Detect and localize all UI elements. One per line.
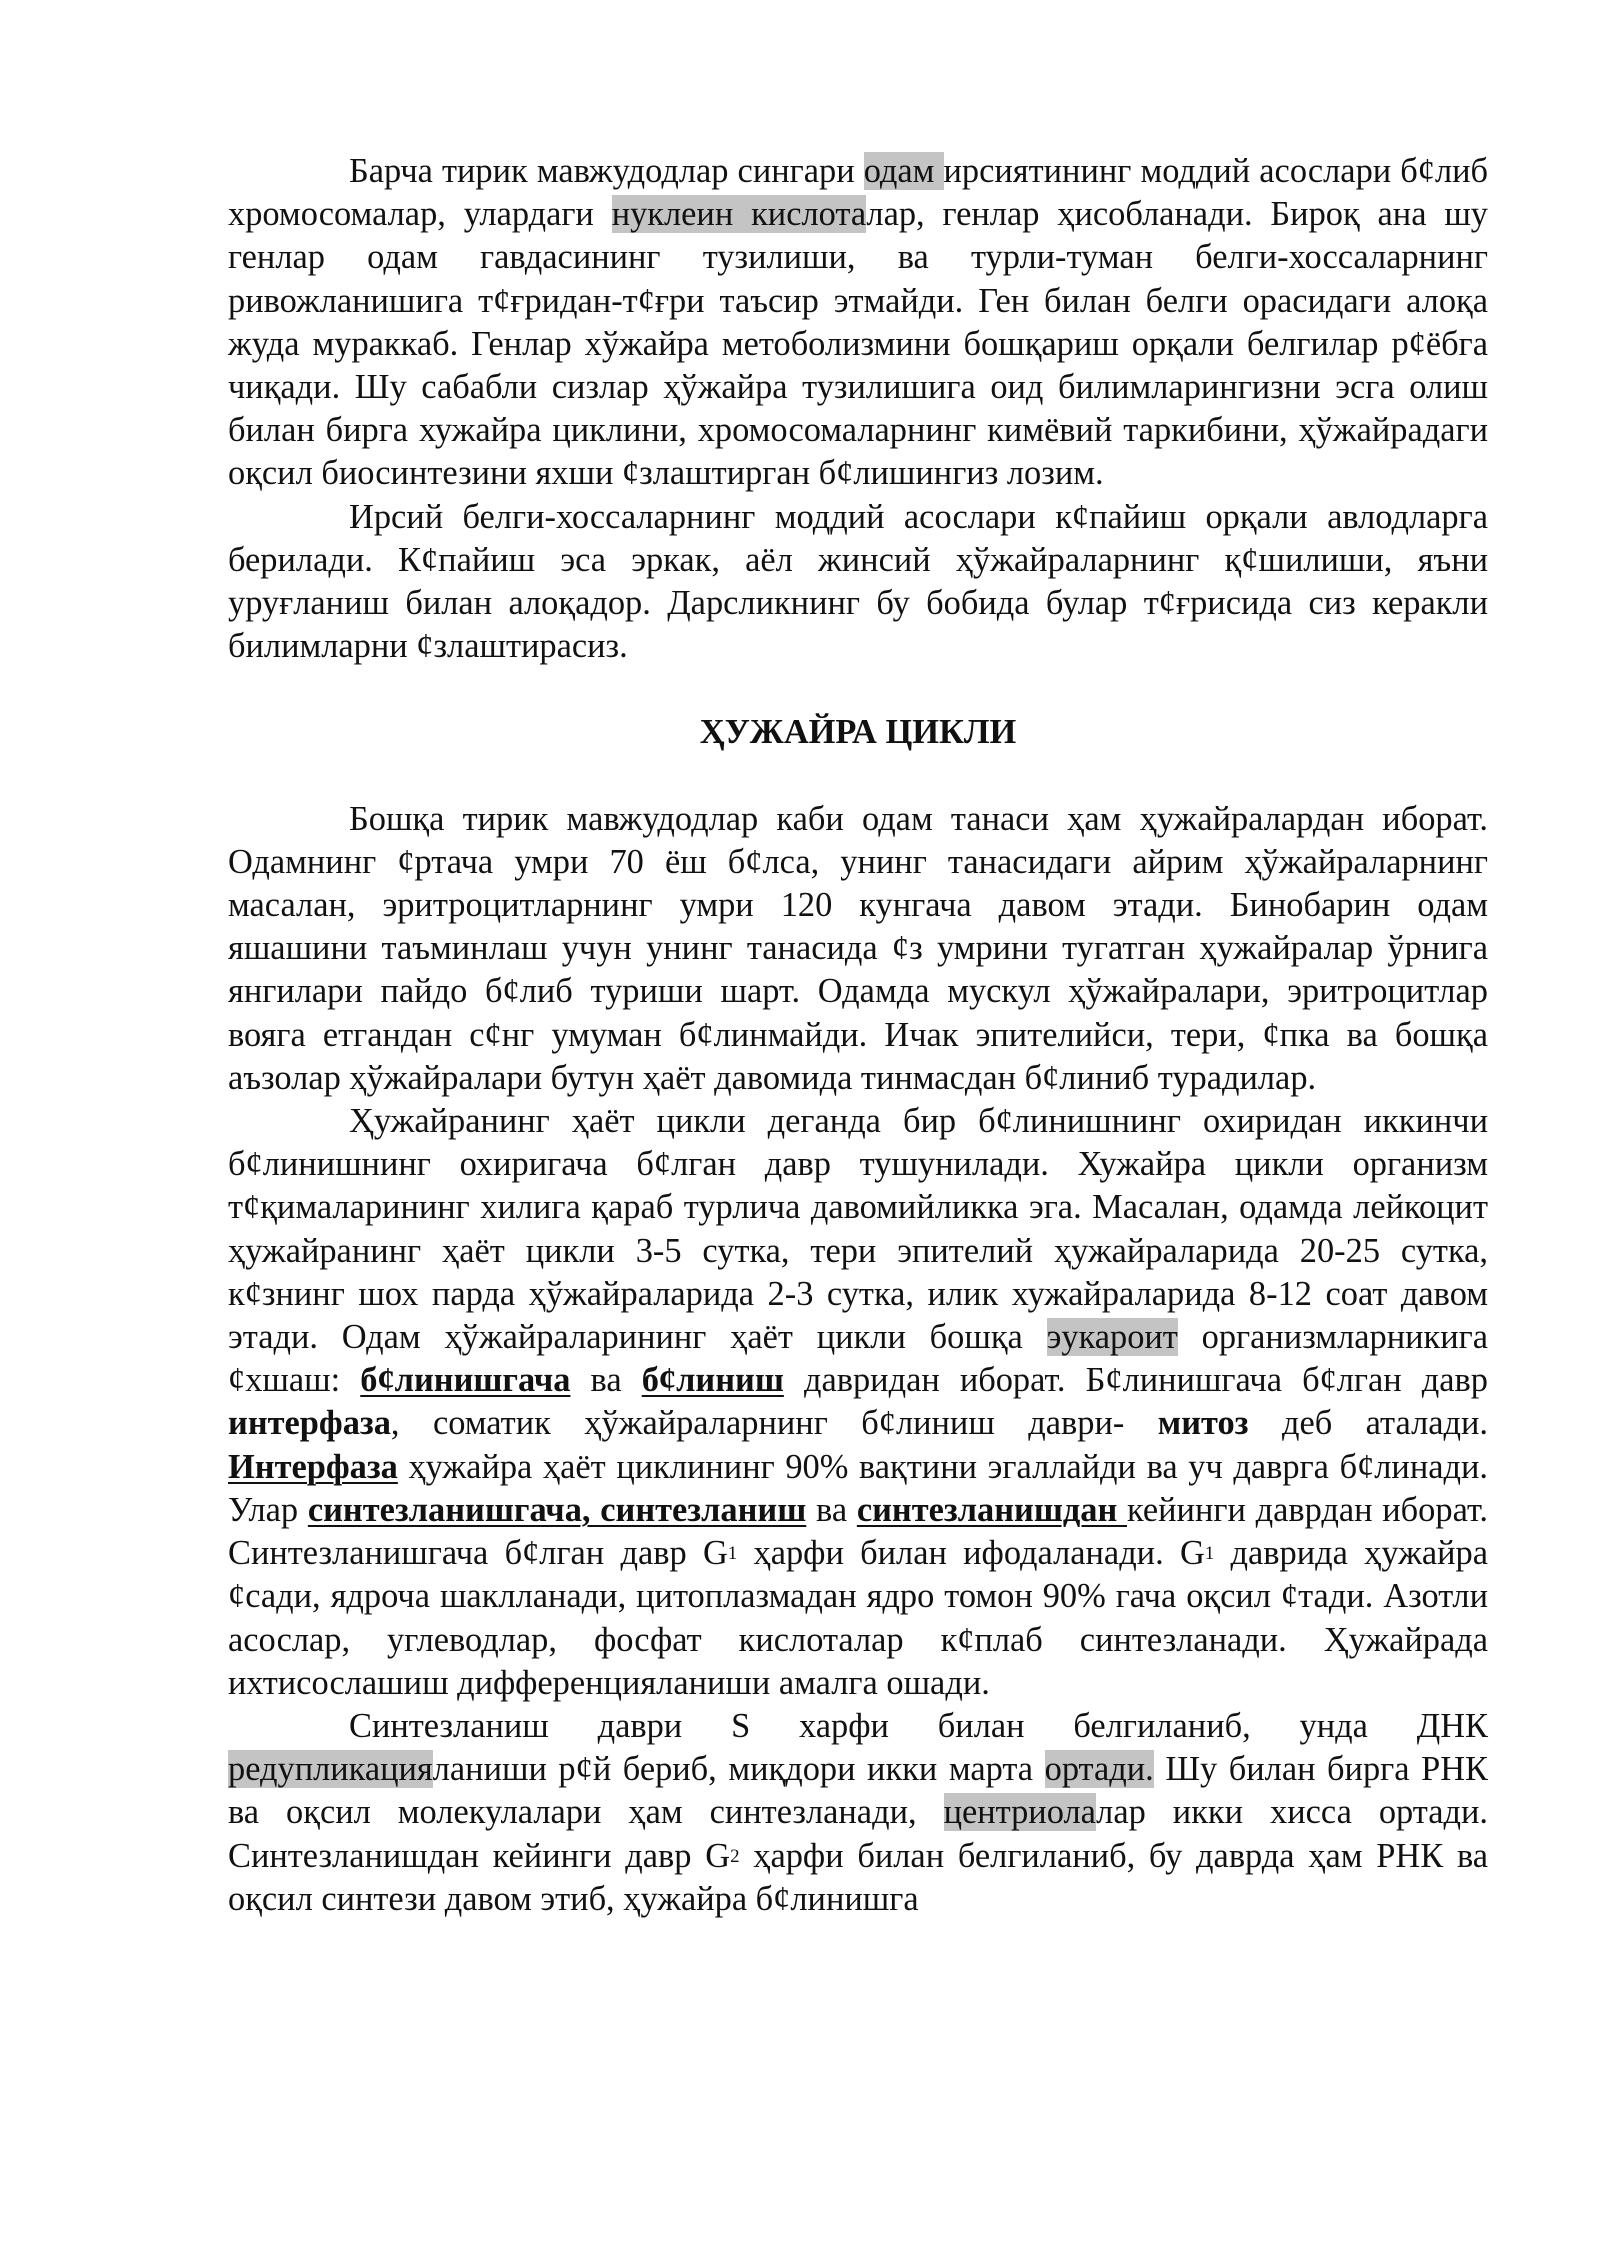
text-run: кейинги даврдан иборат. Синтезланишгача б¢лган давр G: [228, 1490, 1488, 1573]
section-heading: ҲУЖАЙРА ЦИКЛИ: [699, 713, 1017, 752]
highlighted-term: нуклеин кислота: [611, 195, 867, 234]
bold-term: интерфаза: [228, 1404, 391, 1443]
text-run: Шу билан бирга РНК ва оқсил молекулалари ҳам синтезланади,: [228, 1750, 1488, 1832]
paragraph-cell-cycle: [228, 1100, 1488, 1705]
highlighted-term: центриола: [943, 1793, 1097, 1832]
text-run: даврида ҳужайра ¢сади, ядроча шаклланади, цитоплазмадан ядро томон 90% гача оқсил ¢тади. Азотли асослар, углеводлар, фосфат кислоталар к¢плаб синтезланади. Ҳужайрада ихтисослашиш дифференцияланиши амалга ошади.: [228, 1534, 1488, 1702]
superscript: 2: [730, 1845, 740, 1867]
text-run: ва: [806, 1490, 857, 1529]
paragraph-reproduction: Ирсий белги-хоссаларнинг моддий асослари к¢пайиш орқали авлодларга берилади. К¢пайиш эса эркак, аёл жинсий ҳўжайраларнинг қ¢шилиши, яъни уруғланиш билан алоқадор. Дарсликнинг бу бобида булар т¢ғрисида сиз керакли билимларни ¢злаштирасиз.: [228, 497, 1488, 666]
text-run: ирсиятининг моддий асослари б¢либ хромосомалар, улардаги: [228, 152, 1489, 234]
superscript: 1: [727, 1543, 738, 1565]
superscript: 1: [1204, 1543, 1215, 1565]
highlighted-term: одам: [863, 152, 944, 190]
text-run: давридан иборат. Б¢линишгача б¢лган давр: [783, 1361, 1488, 1400]
key-term: Интерфаза: [228, 1447, 398, 1486]
bold-term: митоз: [1157, 1404, 1249, 1443]
text-run: Синтезланиш даври S харфи билан белгиланиб, унда ДНК: [349, 1706, 1488, 1745]
document-page: [228, 150, 1488, 1921]
text-run: организмларникига ¢хшаш:: [228, 1318, 1488, 1400]
key-term: б¢линишгача: [360, 1361, 571, 1400]
text-run: ҳужайра ҳаёт циклининг 90% вақтини эгаллайди ва уч даврга б¢линади. Улар: [228, 1447, 1488, 1529]
highlighted-term: ортади.: [1044, 1750, 1154, 1789]
text-run: деб аталади.: [1248, 1404, 1488, 1443]
text-run: ланиши р¢й бериб, миқдори икки марта: [432, 1750, 1045, 1789]
text-run: , соматик ҳўжайраларнинг б¢линиш даври-: [390, 1404, 1158, 1443]
paragraph-synthesis: [228, 1705, 1488, 1921]
text-run: ҳарфи билан ифодаланади. G: [737, 1534, 1205, 1573]
highlighted-term: редупликация: [228, 1750, 433, 1789]
text-run: Барча тирик мавжудодлар сингари: [349, 152, 864, 190]
highlighted-term: эукароит: [1046, 1318, 1178, 1357]
text-run: ҳарфи билан белгиланиб, бу даврда ҳам РНК ва оқсил синтези давом этиб, ҳужайра б¢линишга: [228, 1836, 1488, 1918]
text-run: лар икки хисса ортади. Синтезланишдан кейинги давр G: [228, 1793, 1488, 1875]
text-run: ва: [570, 1361, 642, 1400]
key-term: б¢линиш: [641, 1361, 784, 1400]
paragraph-cells: Бошқа тирик мавжудодлар каби одам танаси ҳам ҳужайралардан иборат. Одамнинг ¢ртача умри 70 ёш б¢лса, унинг танасидаги айрим ҳўжайраларнинг масалан, эритроцитларнинг умри 120 кунгача давом этади. Бинобарин одам яшашини таъминлаш учун унинг танасида ¢з умрини тугатган ҳужайралар ўрнига янгилари пайдо б¢либ туриши шарт. Одамда мускул ҳўжайралари, эритроцитлар вояга етгандан с¢нг умуман б¢линмайди. Ичак эпителийси, тери, ¢пка ва бошқа аъзолар ҳўжайралари бутун ҳаёт давомида тинмасдан б¢линиб турадилар.: [228, 799, 1488, 1097]
text-run: лар, генлар ҳисобланади. Бироқ ана шу генлар одам гавдасининг тузилиши, ва турли-туман белги-хоссаларнинг ривожланишига т¢ғридан-т¢ғри таъсир этмайди. Ген билан белги орасидаги алоқа жуда мураккаб. Генлар хўжайра метоболизмини бошқариш орқали белгилар р¢ёбга чиқади. Шу сабабли сизлар ҳўжайра тузилишига оид билимларингизни эсга олиш билан бирга хужайра циклини, хромосомаларнинг кимёвий таркибини, ҳўжайрадаги оқсил биосинтезини яхши ¢злаштирган б¢лишингиз лозим.: [228, 195, 1488, 493]
key-term: синтезланишдан: [856, 1490, 1128, 1529]
paragraph-intro: [228, 150, 1488, 496]
key-term: синтезланишгача, синтезланиш: [307, 1490, 807, 1529]
text-run: Ҳужайранинг ҳаёт цикли деганда бир б¢линишнинг охиридан иккинчи б¢линишнинг охиригача б¢лган давр тушунилади. Хужайра цикли организм т¢қималарининг хилига қараб турлича давомийликка эга. Масалан, одамда лейкоцит ҳужайранинг ҳаёт цикли 3-5 сутка, тери эпителий ҳужайраларида 20-25 сутка, к¢знинг шох парда ҳўжайраларида 2-3 сутка, илик хужайраларида 8-12 соат давом этади. Одам ҳўжайраларининг ҳаёт цикли бошқа: [228, 1102, 1488, 1357]
